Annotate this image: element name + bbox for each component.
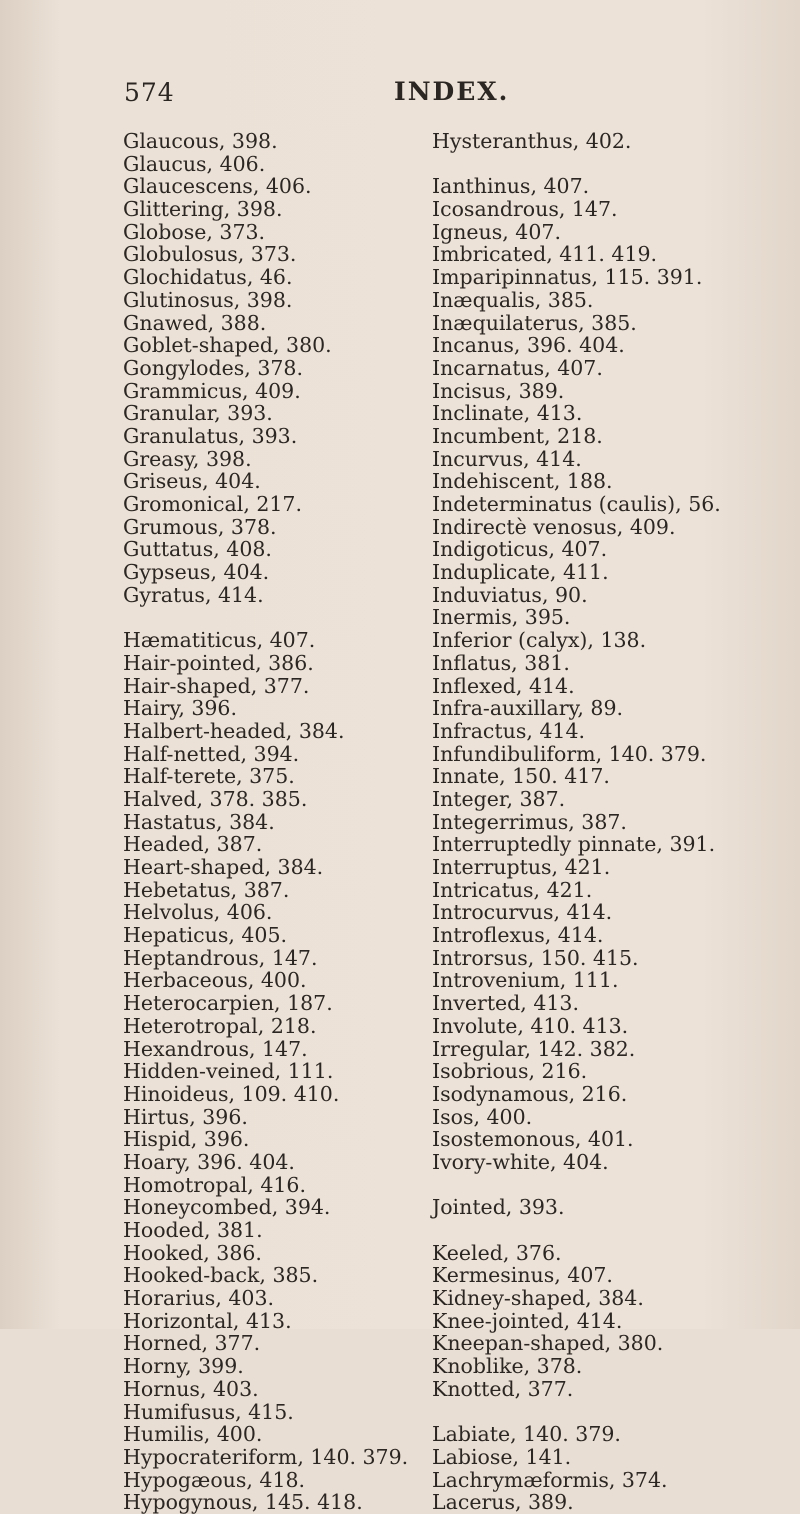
- page-number: 574: [124, 78, 175, 107]
- index-entry: Horizontal, 413.: [123, 1308, 292, 1333]
- index-entry: Induviatus, 90.: [432, 582, 588, 607]
- index-entry: Hornus, 403.: [123, 1376, 259, 1401]
- group-spacer: [432, 153, 772, 176]
- index-entry: Hooked-back, 385.: [123, 1263, 319, 1288]
- index-entry: Glaucescens, 406.: [123, 174, 312, 199]
- index-entry: Introcurvus, 414.: [432, 900, 613, 925]
- index-entry: Indehiscent, 188.: [432, 469, 613, 494]
- index-entry: Hinoideus, 109. 410.: [123, 1081, 340, 1106]
- group-spacer: [432, 1174, 772, 1197]
- index-entry: Hastatus, 384.: [123, 809, 275, 834]
- index-entry: Hoary, 396. 404.: [123, 1149, 295, 1174]
- index-entry: Indirectè venosus, 409.: [432, 514, 676, 539]
- index-entry: Grammicus, 409.: [123, 378, 301, 403]
- index-entry: Hepaticus, 405.: [123, 923, 288, 948]
- index-column-left: [123, 130, 463, 1514]
- index-entry: Griseus, 404.: [123, 469, 261, 494]
- index-entry: Hirtus, 396.: [123, 1104, 248, 1129]
- index-entry: Half-netted, 394.: [123, 741, 300, 766]
- index-entry: Inflexed, 414.: [432, 673, 575, 698]
- index-entry: Hexandrous, 147.: [123, 1036, 308, 1061]
- index-entry: Imparipinnatus, 115. 391.: [432, 265, 703, 290]
- index-entry: Gongylodes, 378.: [123, 355, 303, 380]
- running-head: INDEX.: [394, 77, 510, 106]
- index-entry: Integer, 387.: [432, 786, 566, 811]
- index-entry: Labiose, 141.: [432, 1444, 572, 1469]
- index-entry: Knotted, 377.: [432, 1376, 574, 1401]
- group-spacer: [432, 1219, 772, 1242]
- index-entry: Heart-shaped, 384.: [123, 855, 324, 879]
- index-entry: Innate, 150. 417.: [432, 764, 610, 789]
- index-entry: Integerrimus, 387.: [432, 809, 627, 834]
- index-entry: Goblet-shaped, 380.: [123, 333, 332, 358]
- index-entry: Introflexus, 414.: [432, 923, 604, 948]
- index-entry: Hysteranthus, 402.: [432, 129, 632, 153]
- index-entry: Imbricated, 411. 419.: [432, 242, 658, 267]
- index-entry: Hooded, 381.: [123, 1218, 263, 1242]
- index-entry: Heterocarpien, 187.: [123, 991, 333, 1016]
- index-entry: Glochidatus, 46.: [123, 265, 293, 290]
- index-entry: Inæqualis, 385.: [432, 287, 594, 312]
- index-entry: Guttatus, 408.: [123, 537, 272, 562]
- index-entry: Horarius, 403.: [123, 1286, 274, 1311]
- group-spacer: [123, 606, 463, 629]
- index-entry: Hair-pointed, 386.: [123, 650, 314, 675]
- index-entry: Hair-shaped, 377.: [123, 673, 310, 698]
- index-entry: Incumbent, 218.: [432, 423, 603, 448]
- index-entry: Inverted, 413.: [432, 991, 579, 1016]
- index-entry: Incurvus, 414.: [432, 446, 582, 471]
- index-entry: Heptandrous, 147.: [123, 945, 318, 970]
- index-entry: Gypseus, 404.: [123, 560, 270, 585]
- index-entry: Hypogæous, 418.: [123, 1467, 306, 1492]
- index-entry: Halved, 378. 385.: [123, 786, 308, 811]
- index-entry: Inflatus, 381.: [432, 650, 570, 675]
- index-entry: Hæmatiticus, 407.: [123, 628, 316, 653]
- index-entry: Infractus, 414.: [432, 718, 586, 743]
- index-entry: Humifusus, 415.: [123, 1399, 294, 1424]
- group-spacer: [432, 1401, 772, 1424]
- index-entry: Isostemonous, 401.: [432, 1127, 634, 1152]
- index-entry: Globulosus, 373.: [123, 242, 297, 267]
- index-entry: Inferior (calyx), 138.: [432, 628, 647, 653]
- index-entry: Globose, 373.: [123, 219, 266, 244]
- index-entry: Hispid, 396.: [123, 1127, 250, 1152]
- index-entry: Isodynamous, 216.: [432, 1081, 628, 1106]
- index-entry: Inæquilaterus, 385.: [432, 310, 637, 335]
- index-entry: Interruptus, 421.: [432, 855, 611, 879]
- index-entry: Inermis, 395.: [432, 605, 571, 630]
- index-entry: Hooked, 386.: [123, 1240, 262, 1265]
- index-entry: Ivory-white, 404.: [432, 1149, 609, 1174]
- index-entry: Infra-auxillary, 89.: [432, 696, 624, 721]
- index-entry: Introvenium, 111.: [432, 968, 619, 993]
- index-entry: Irregular, 142. 382.: [432, 1036, 636, 1061]
- index-entry: Indigoticus, 407.: [432, 537, 608, 562]
- index-entry: Kermesinus, 407.: [432, 1263, 613, 1288]
- index-entry: Lacerus, 389.: [432, 1490, 574, 1514]
- index-entry: Jointed, 393.: [432, 1195, 565, 1220]
- index-entry: Interruptedly pinnate, 391.: [432, 832, 716, 857]
- index-entry: Glutinosus, 398.: [123, 287, 293, 312]
- index-entry: Grumous, 378.: [123, 514, 277, 539]
- index-entry: Labiate, 140. 379.: [432, 1422, 621, 1447]
- index-entry: Glittering, 398.: [123, 197, 283, 222]
- index-entry: Igneus, 407.: [432, 219, 561, 244]
- index-entry: Granular, 393.: [123, 401, 273, 426]
- index-entry: Hairy, 396.: [123, 696, 237, 721]
- index-entry: Herbaceous, 400.: [123, 968, 307, 993]
- index-entry: Isos, 400.: [432, 1104, 533, 1129]
- index-entry: Kidney-shaped, 384.: [432, 1286, 644, 1311]
- index-entry: Knee-jointed, 414.: [432, 1308, 623, 1333]
- index-entry: Glaucus, 406.: [123, 151, 266, 176]
- index-entry: Halbert-headed, 384.: [123, 718, 345, 743]
- index-entry: Hebetatus, 387.: [123, 877, 290, 902]
- index-entry: Introrsus, 150. 415.: [432, 945, 639, 970]
- index-entry: Icosandrous, 147.: [432, 197, 618, 222]
- index-entry: Hypocrateriform, 140. 379.: [123, 1444, 409, 1469]
- index-entry: Incisus, 389.: [432, 378, 565, 403]
- index-entry: Horny, 399.: [123, 1354, 244, 1379]
- index-entry: Gyratus, 414.: [123, 582, 264, 607]
- index-entry: Honeycombed, 394.: [123, 1195, 331, 1220]
- index-entry: Horned, 377.: [123, 1331, 261, 1356]
- index-entry: Lachrymæformis, 374.: [432, 1467, 668, 1492]
- index-entry: Gnawed, 388.: [123, 310, 267, 335]
- index-entry: Intricatus, 421.: [432, 877, 593, 902]
- index-entry: Glaucous, 398.: [123, 129, 278, 153]
- index-entry: Keeled, 376.: [432, 1240, 562, 1265]
- index-entry: Homotropal, 416.: [123, 1172, 306, 1197]
- index-entry: Indeterminatus (caulis), 56.: [432, 492, 721, 516]
- index-entry: Knoblike, 378.: [432, 1354, 583, 1379]
- index-entry: Humilis, 400.: [123, 1422, 263, 1447]
- index-entry: Hypogynous, 145. 418.: [123, 1490, 363, 1514]
- index-entry: Greasy, 398.: [123, 446, 252, 471]
- index-column-right: [432, 130, 772, 1514]
- index-entry: Gromonical, 217.: [123, 492, 302, 516]
- index-entry: Incanus, 396. 404.: [432, 333, 625, 358]
- index-entry: Isobrious, 216.: [432, 1059, 588, 1084]
- index-entry: Heterotropal, 218.: [123, 1013, 317, 1038]
- index-entry: Induplicate, 411.: [432, 560, 609, 585]
- index-entry: Infundibuliform, 140. 379.: [432, 741, 707, 766]
- index-entry: Involute, 410. 413.: [432, 1013, 629, 1038]
- index-entry: Half-terete, 375.: [123, 764, 295, 789]
- index-entry: Kneepan-shaped, 380.: [432, 1331, 664, 1356]
- index-entry: Helvolus, 406.: [123, 900, 273, 925]
- index-entry: Hidden-veined, 111.: [123, 1059, 334, 1084]
- index-entry: Ianthinus, 407.: [432, 174, 590, 199]
- index-entry: Inclinate, 413.: [432, 401, 583, 426]
- index-entry: Incarnatus, 407.: [432, 355, 603, 380]
- index-entry: Headed, 387.: [123, 832, 263, 857]
- index-entry: Granulatus, 393.: [123, 423, 298, 448]
